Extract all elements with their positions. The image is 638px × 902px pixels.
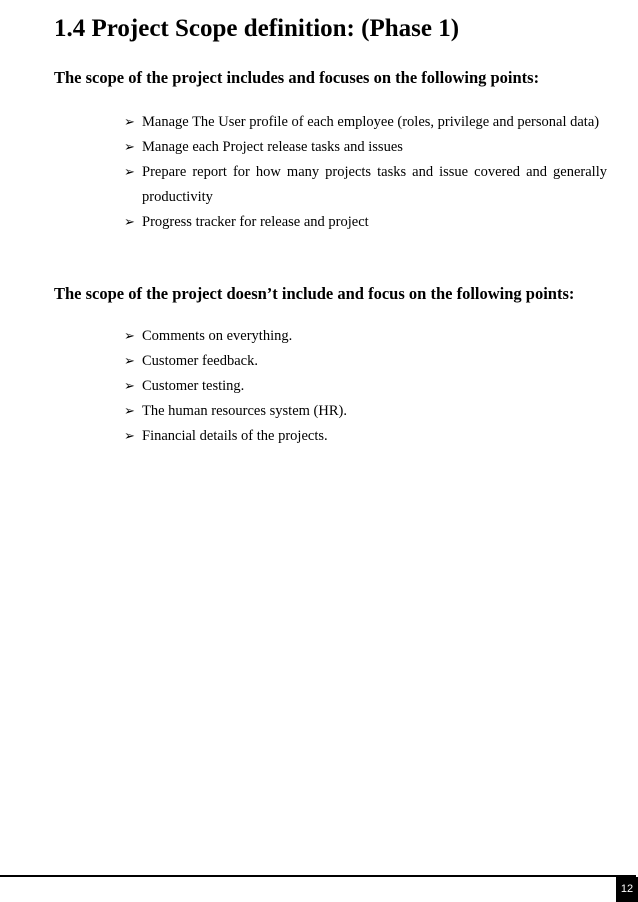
arrow-bullet-icon: ➢ xyxy=(124,215,135,230)
list-item xyxy=(124,210,607,235)
list-item xyxy=(124,160,607,210)
arrow-bullet-icon: ➢ xyxy=(124,404,135,419)
list-item-text: Comments on everything. xyxy=(142,328,293,344)
scope-includes-list xyxy=(124,110,607,235)
list-item xyxy=(124,374,607,399)
list-item xyxy=(124,424,607,449)
arrow-bullet-icon: ➢ xyxy=(124,354,135,369)
list-item xyxy=(124,324,607,349)
list-item-text: Progress tracker for release and project xyxy=(142,214,369,230)
list-item-text: Customer testing. xyxy=(142,378,245,394)
arrow-bullet-icon: ➢ xyxy=(124,329,135,344)
footer-divider xyxy=(0,875,636,877)
arrow-bullet-icon: ➢ xyxy=(124,165,135,180)
arrow-bullet-icon: ➢ xyxy=(124,140,135,155)
list-item-text: Prepare report for how many projects tasks and issue covered and generally productivity xyxy=(142,164,607,205)
list-item xyxy=(124,110,607,135)
list-item xyxy=(124,135,607,160)
list-item xyxy=(124,349,607,374)
arrow-bullet-icon: ➢ xyxy=(124,379,135,394)
list-item-text: Manage each Project release tasks and issues xyxy=(142,139,403,155)
arrow-bullet-icon: ➢ xyxy=(124,429,135,444)
scope-excludes-list xyxy=(124,324,607,449)
list-item xyxy=(124,399,607,424)
page-title: 1.4 Project Scope definition: (Phase 1) xyxy=(54,15,460,42)
list-item-text: Manage The User profile of each employee (roles, privilege and personal data) xyxy=(142,114,600,130)
list-item-text: The human resources system (HR). xyxy=(142,403,347,419)
page-number: 12 xyxy=(616,877,638,902)
list-item-text: Customer feedback. xyxy=(142,353,258,369)
scope-excludes-heading: The scope of the project doesn’t include and focus on the following points: xyxy=(54,284,575,303)
scope-includes-heading: The scope of the project includes and focuses on the following points: xyxy=(54,68,540,87)
list-item-text: Financial details of the projects. xyxy=(142,428,328,444)
arrow-bullet-icon: ➢ xyxy=(124,115,135,130)
